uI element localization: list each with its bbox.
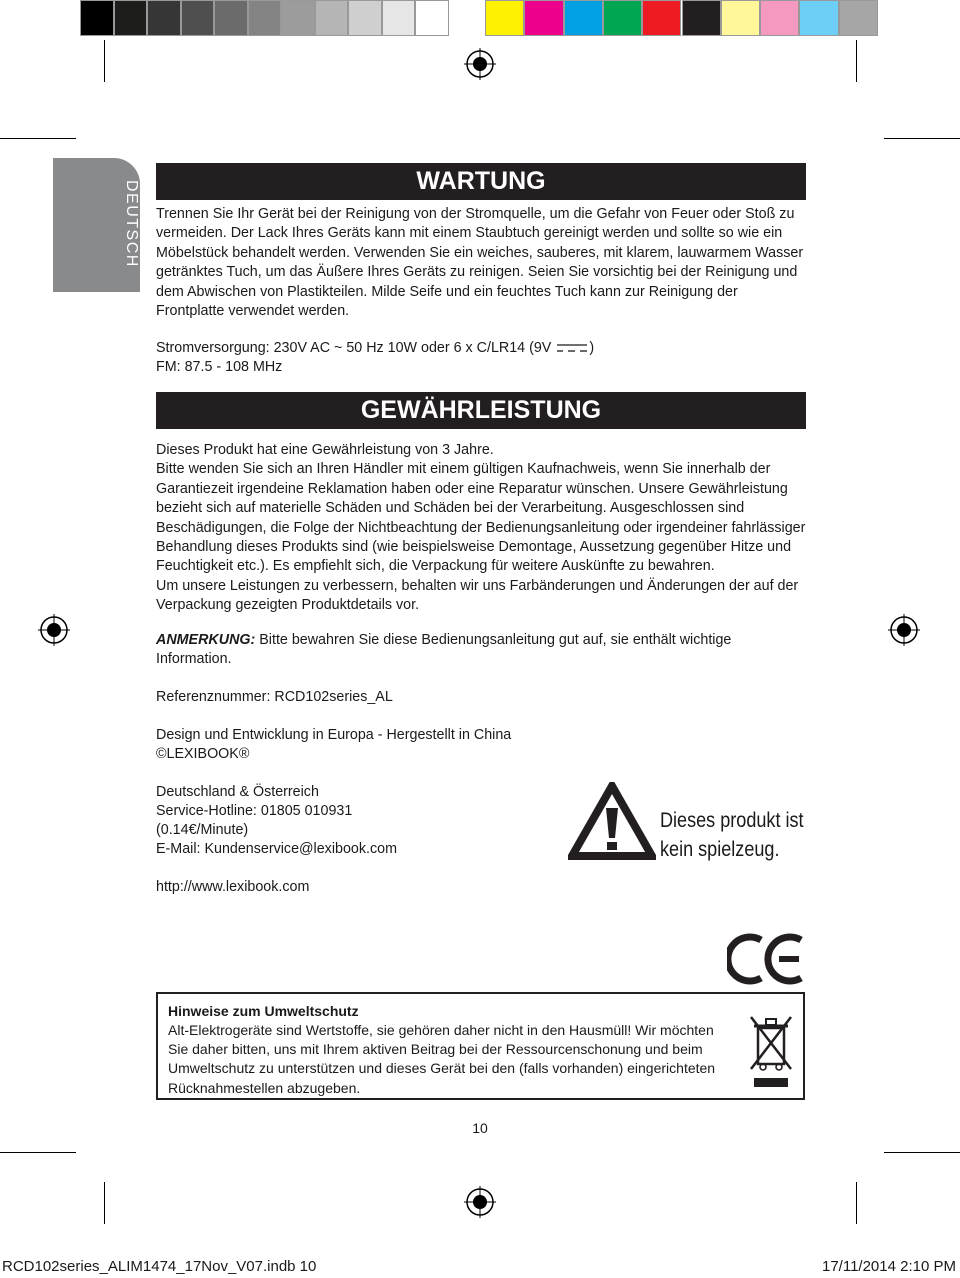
warning-line-1: Dieses produkt ist (660, 809, 804, 832)
fm-range: FM: 87.5 - 108 MHz (156, 359, 283, 375)
note-text: Bitte bewahren Sie diese Bedienungsanleitung gut auf, sie enthält wichtige Information. (156, 632, 732, 668)
language-tab-label: DEUTSCH (123, 180, 140, 268)
color-swatch (760, 0, 799, 36)
gray-swatch (382, 0, 416, 36)
maintenance-heading: WARTUNG (156, 163, 806, 200)
service-hotline: Service-Hotline: 01805 010931 (156, 803, 353, 819)
power-supply-suffix: ) (589, 340, 595, 356)
warranty-text: Dieses Produkt hat eine Gewährleistung von 3 Jahre. Bitte wenden Sie sich an Ihren Händler mit einem gültigen Kaufnachweis, wenn Sie innerhalb der Garantiezeit irgendeine Reklamation haben oder eine Reparatur wünschen. Unsere Gewährleistung bezieht sich auf materielle Schäden und Schäden bei der Verarbeitung. Ausgeschlossen sind Beschädigungen, die Folge der Nichtbeachtung der Bedienungsanleitung oder irgendeiner fahrlässiger Behandlung dieses Produkts sind (wie beispielsweise Demontage, Aussetzung gegenüber Hitze und Feuchtigkeit etc.). Es empfiehlt sich, die Verpackung für weitere Auskünfte zu bewahren. Um unsere Leistungen zu verbessern, behalten wir uns Farbänderungen und Änderungen der auf der Verpackung gezeigten Produktdetails vor. (156, 442, 806, 614)
color-swatch (485, 0, 524, 36)
footer-file-name: RCD102series_ALIM1474_17Nov_V07.indb 10 (2, 1258, 317, 1275)
weee-bin-icon (748, 1014, 794, 1090)
note-label: ANMERKUNG: (156, 632, 256, 648)
color-swatch (721, 0, 760, 36)
power-supply-text: Stromversorgung: 230V AC ~ 50 Hz 10W oder 6 x C/LR14 (9V (156, 340, 552, 356)
power-supply-spec (156, 340, 594, 356)
gray-swatch (248, 0, 282, 36)
ce-mark-icon (727, 930, 807, 988)
website-link[interactable]: http://www.lexibook.com (156, 879, 310, 895)
maintenance-text: Trennen Sie Ihr Gerät bei der Reinigung von der Stromquelle, um die Gefahr von Feuer oder Stoß zu vermeiden. Der Lack Ihres Geräts kann mit einem Staubtuch gereinigt werden und sollte so wie ein Möbelstück behandelt werden. Verwenden Sie ein weiches, sauberes, mit klarem, lauwarmem Wasser getränktes Tuch, um das Äußere Ihres Geräts zu reinigen. Seien Sie vorsichtig bei der Reinigung und dem Abwischen von Plastikteilen. Milde Seife und ein feuchtes Tuch kann zur Reinigung der Frontplatte verwendet werden. (156, 206, 804, 320)
registration-mark-icon (38, 614, 70, 646)
environment-text: Alt-Elektrogeräte sind Wertstoffe, sie gehören daher nicht in den Hausmüll! Wir möchten Sie daher bitten, uns mit Ihrem aktiven Beitrag bei der Ressourcenschonung und beim Umweltschutz zu unterstützen und dieses Gerät bei den (falls vorhanden) eingerichteten Rücknahmestellen abzugeben. (168, 1022, 716, 1096)
warranty-note (156, 631, 808, 670)
gray-swatch (214, 0, 248, 36)
color-swatch (524, 0, 563, 36)
page-number: 10 (472, 1120, 488, 1136)
environment-notice (156, 992, 805, 1100)
gray-swatch (80, 0, 114, 36)
gray-swatch (348, 0, 382, 36)
warning-triangle-icon (568, 782, 656, 860)
warranty-heading: GEWÄHRLEISTUNG (156, 392, 806, 429)
footer-date: 17/11/2014 2:10 PM (822, 1258, 956, 1275)
warning-line-2: kein spielzeug. (660, 838, 780, 861)
not-a-toy-warning (660, 806, 804, 864)
reference-number: Referenznummer: RCD102series_AL (156, 689, 393, 705)
registration-mark-icon (464, 1186, 496, 1218)
color-swatch (799, 0, 838, 36)
contact-email: E-Mail: Kundenservice@lexibook.com (156, 841, 397, 857)
color-swatch (839, 0, 878, 36)
gray-swatch (281, 0, 315, 36)
color-swatch (564, 0, 603, 36)
color-swatch (642, 0, 681, 36)
gray-swatch (114, 0, 148, 36)
registration-mark-icon (464, 48, 496, 80)
gray-swatch (415, 0, 449, 36)
color-swatch (682, 0, 721, 36)
gray-swatch (315, 0, 349, 36)
contact-region: Deutschland & Österreich (156, 784, 319, 800)
dc-symbol-icon (555, 341, 589, 355)
copyright: ©LEXIBOOK® (156, 746, 250, 762)
environment-title: Hinweise zum Umweltschutz (168, 1003, 359, 1019)
gray-swatch (147, 0, 181, 36)
gray-swatch (181, 0, 215, 36)
color-swatch (603, 0, 642, 36)
registration-mark-icon (888, 614, 920, 646)
design-origin: Design und Entwicklung in Europa - Hergestellt in China (156, 727, 512, 743)
hotline-rate: (0.14€/Minute) (156, 822, 249, 838)
